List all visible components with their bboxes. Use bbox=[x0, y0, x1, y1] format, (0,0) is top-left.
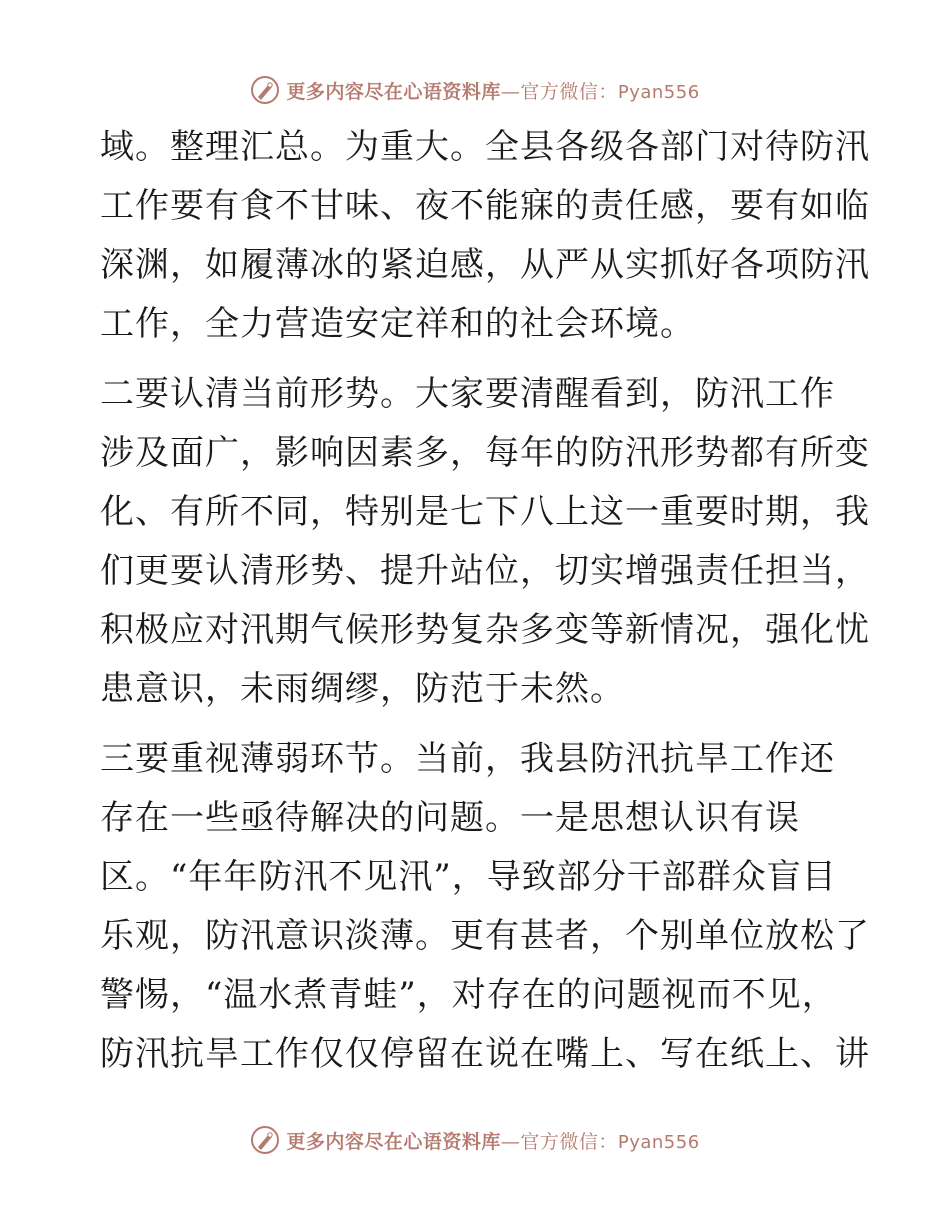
pen-nib-logo-icon bbox=[250, 75, 280, 105]
text-line: 患意识，未雨绸缪，防范于未然。 bbox=[100, 669, 625, 709]
text-line: 涉及面广，影响因素多，每年的防汛形势都有所变 bbox=[100, 433, 870, 473]
text-line: 们更要认清形势、提升站位，切实增强责任担当， bbox=[100, 551, 870, 591]
text-line: 域。整理汇总。为重大。全县各级各部门对待防汛 bbox=[100, 127, 870, 167]
text-line: 二要认清当前形势。大家要清醒看到，防汛工作 bbox=[100, 374, 835, 414]
watermark-text bbox=[286, 1127, 699, 1154]
watermark-account-id: Pyan556 bbox=[617, 1131, 700, 1153]
watermark-account-id: Pyan556 bbox=[617, 81, 700, 103]
document-body bbox=[100, 118, 870, 1084]
footer-watermark bbox=[0, 1120, 950, 1160]
text-line: 三要重视薄弱环节。当前，我县防汛抗旱工作还 bbox=[100, 739, 835, 779]
text-line: 积极应对汛期气候形势复杂多变等新情况，强化忧 bbox=[100, 610, 870, 650]
paragraph-1 bbox=[100, 118, 870, 354]
text-line: 存在一些亟待解决的问题。一是思想认识有误 bbox=[100, 798, 800, 838]
header-watermark bbox=[0, 70, 950, 110]
text-line: 工作，全力营造安定祥和的社会环境。 bbox=[100, 304, 695, 344]
watermark-colon: ： bbox=[598, 1130, 618, 1153]
text-line: 深渊，如履薄冰的紧迫感，从严从实抓好各项防汛 bbox=[100, 245, 870, 285]
text-line: 工作要有食不甘味、夜不能寐的责任感，要有如临 bbox=[100, 186, 870, 226]
watermark-official-label: 官方微信 bbox=[520, 1130, 599, 1153]
pen-nib-logo-icon bbox=[250, 1125, 280, 1155]
paragraph-2 bbox=[100, 365, 870, 719]
text-line: 防汛抗旱工作仅仅停留在说在嘴上、写在纸上、讲 bbox=[100, 1034, 870, 1074]
watermark-separator: — bbox=[500, 1130, 521, 1153]
watermark-official-label: 官方微信 bbox=[520, 80, 599, 103]
text-line: 警惕，“温水煮青蛙”，对存在的问题视而不见， bbox=[100, 975, 837, 1015]
watermark-brand: 更多内容尽在心语资料库 bbox=[286, 80, 501, 103]
text-line: 区。“年年防汛不见汛”，导致部分干部群众盲目 bbox=[100, 857, 837, 897]
watermark-brand: 更多内容尽在心语资料库 bbox=[286, 1130, 501, 1153]
text-line: 乐观，防汛意识淡薄。更有甚者，个别单位放松了 bbox=[100, 916, 870, 956]
watermark-colon: ： bbox=[598, 80, 618, 103]
watermark-text bbox=[286, 77, 699, 104]
text-line: 化、有所不同，特别是七下八上这一重要时期，我 bbox=[100, 492, 870, 532]
paragraph-3 bbox=[100, 730, 870, 1084]
watermark-separator: — bbox=[500, 80, 521, 103]
